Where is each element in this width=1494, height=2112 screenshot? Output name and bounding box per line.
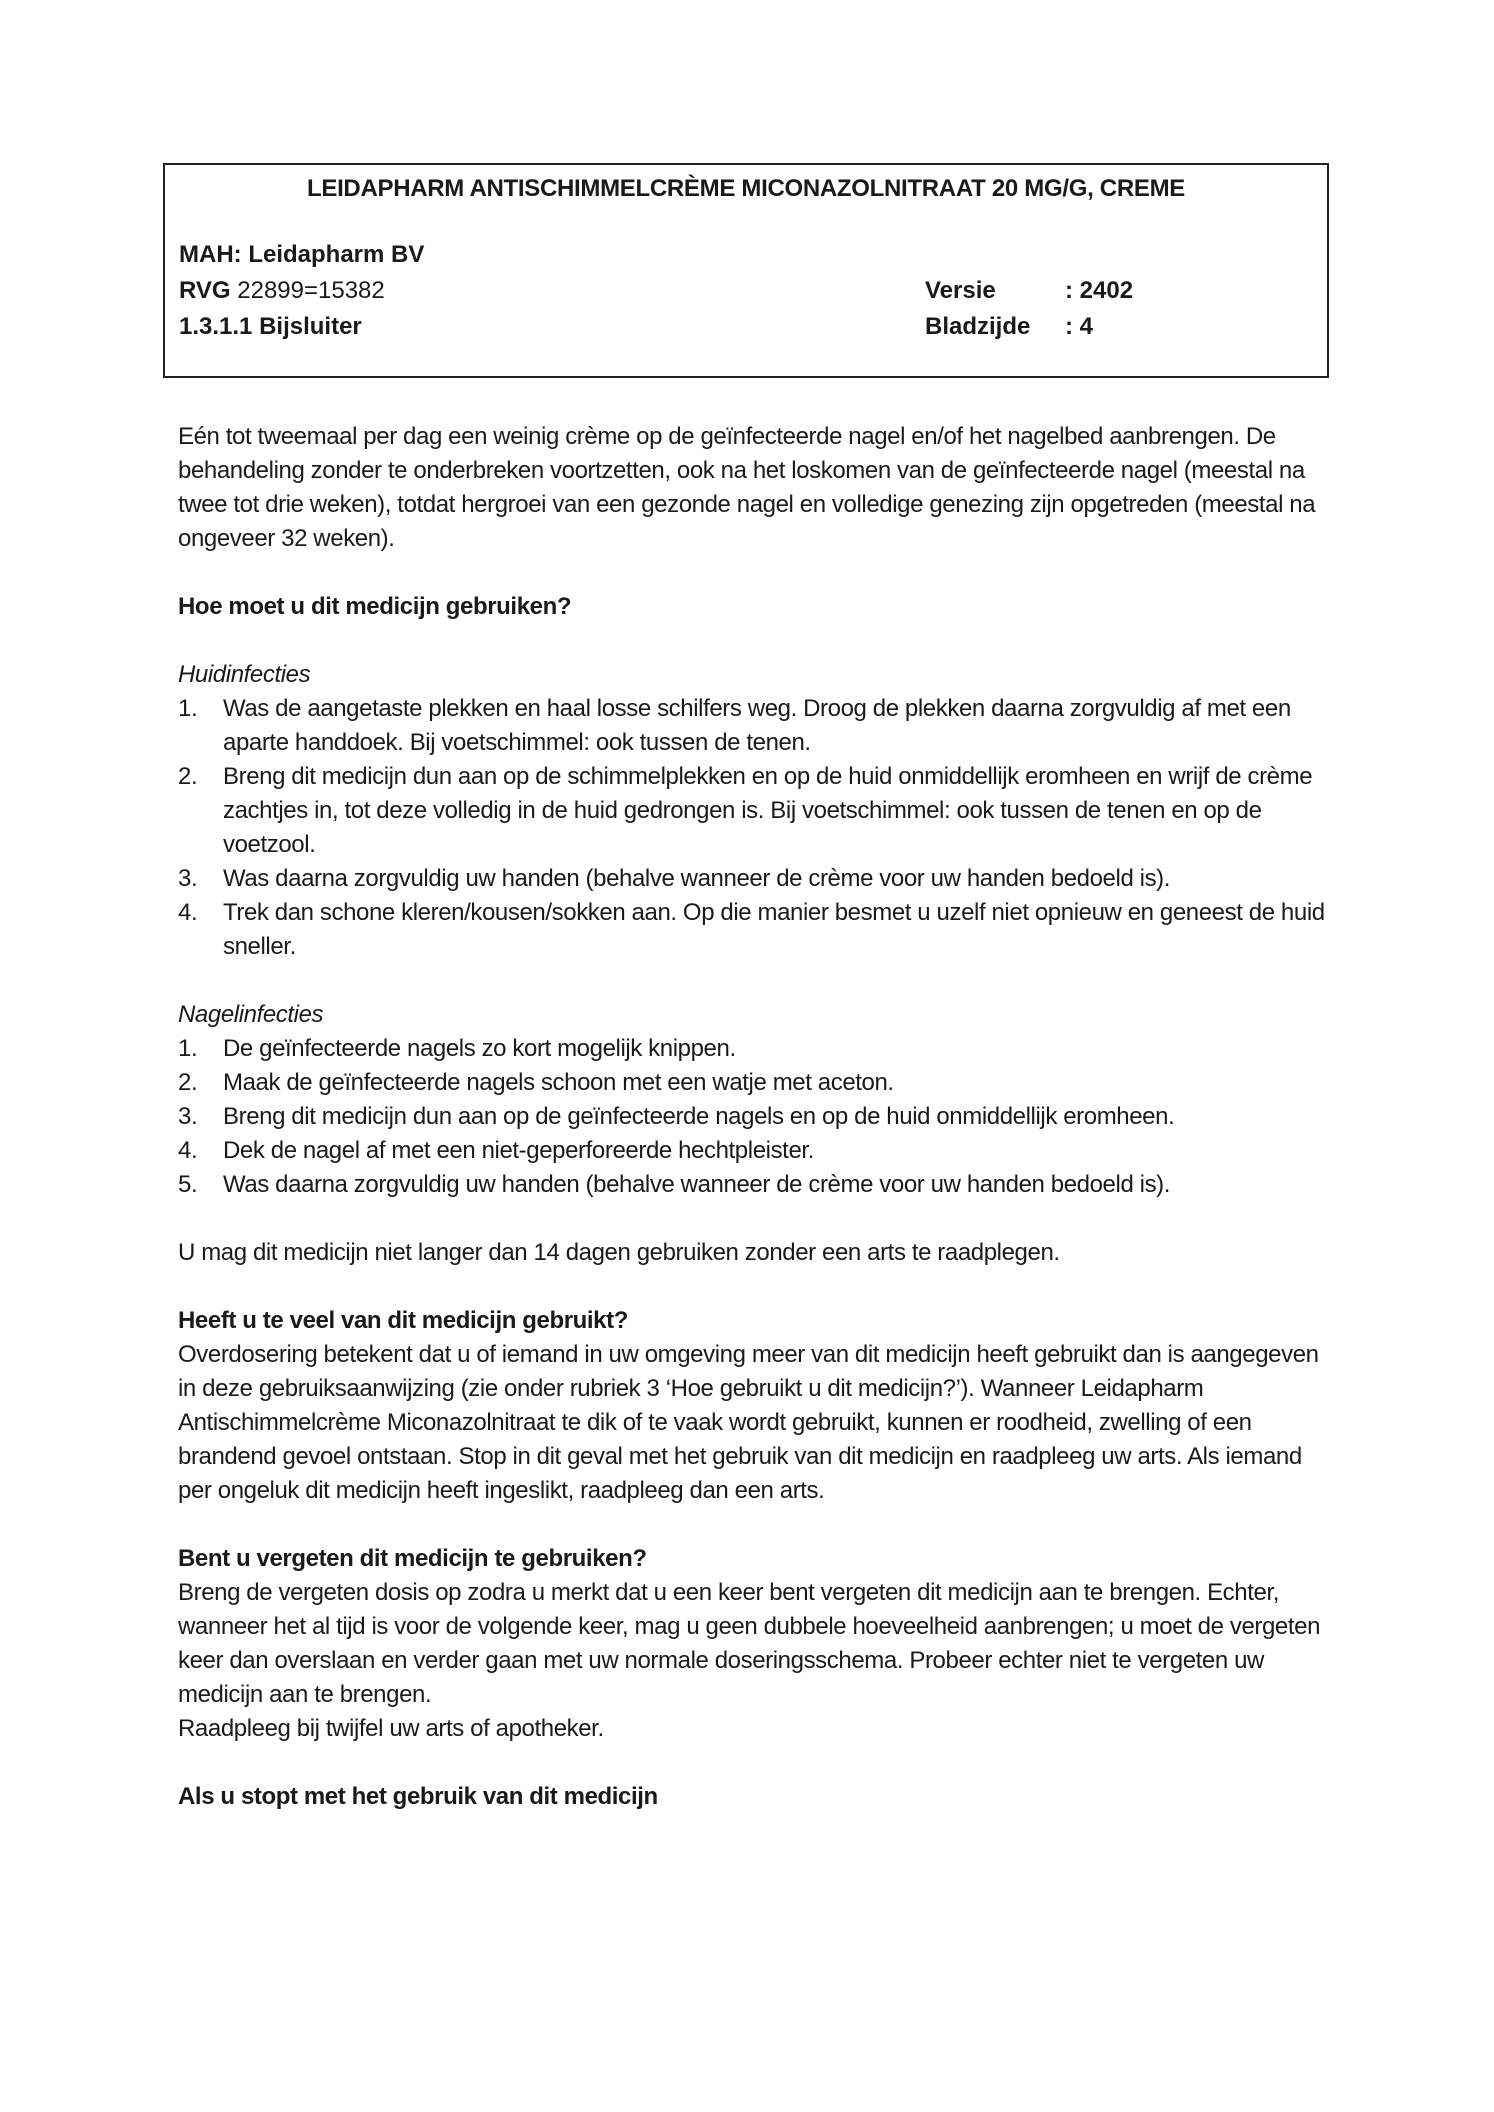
nail-steps-list	[178, 1032, 1328, 1202]
list-item: 2. Maak de geïnfecteerde nagels schoon met een watje met aceton.	[178, 1069, 894, 1096]
rvg-line	[179, 277, 385, 305]
overdose-heading: Heeft u te veel van dit medicijn gebruikt?	[178, 1307, 628, 1334]
usage-limit-note: U mag dit medicijn niet langer dan 14 dagen gebruiken zonder een arts te raadplegen.	[178, 1239, 1060, 1266]
forgotten-heading: Bent u vergeten dit medicijn te gebruiken?	[178, 1545, 647, 1572]
section-line: 1.3.1.1 Bijsluiter	[179, 313, 362, 340]
overdose-paragraph: Overdosering betekent dat u of iemand in uw omgeving meer van dit medicijn heeft gebruikt dan is aangegeven in deze gebruiksaanwijzing (zie onder rubriek 3 ‘Hoe gebruikt u dit medicijn?’). Wanneer Leidapharm Antischimmelcrème Miconazolnitraat te dik of te vaak wordt gebruikt, kunnen er roodheid, zwelling of een brandend gevoel ontstaan. Stop in dit geval met het gebruik van dit medicijn en raadpleeg uw arts. Als iemand per ongeluk dit medicijn heeft ingeslikt, raadpleeg dan een arts.	[178, 1341, 1319, 1504]
document-body	[178, 420, 1328, 1814]
rvg-number: 22899=15382	[237, 277, 385, 304]
list-item: 2. Breng dit medicijn dun aan op de schimmelplekken en op de huid onmiddellijk eromheen en wrijf de crème zachtjes in, tot deze volledig in de huid gedrongen is. Bij voetschimmel: ook tussen de tenen en op de voetzool.	[178, 763, 1313, 858]
list-item: 3. Was daarna zorgvuldig uw handen (behalve wanneer de crème voor uw handen bedoeld is).	[178, 865, 1171, 892]
skin-steps-list	[178, 692, 1328, 964]
nail-infections-title: Nagelinfecties	[178, 1001, 324, 1028]
list-item: 5. Was daarna zorgvuldig uw handen (behalve wanneer de crème voor uw handen bedoeld is).	[178, 1171, 1171, 1198]
product-title: LEIDAPHARM ANTISCHIMMELCRÈME MICONAZOLNITRAAT 20 MG/G, CREME	[307, 175, 1185, 202]
intro-paragraph: Eén tot tweemaal per dag een weinig crème op de geïnfecteerde nagel en/of het nagelbed aanbrengen. De behandeling zonder te onderbreken voortzetten, ook na het loskomen van de geïnfecteerde nagel (meestal na twee tot drie weken), totdat hergroei van een gezonde nagel en volledige genezing zijn opgetreden (meestal na ongeveer 32 weken).	[178, 423, 1316, 552]
mah-line: MAH: Leidapharm BV	[179, 241, 425, 268]
page-line	[925, 313, 1093, 341]
version-label: Versie	[925, 277, 996, 304]
stopping-heading: Als u stopt met het gebruik van dit medicijn	[178, 1783, 658, 1810]
list-item: 1. De geïnfecteerde nagels zo kort mogelijk knippen.	[178, 1035, 736, 1062]
list-item: 1. Was de aangetaste plekken en haal losse schilfers weg. Droog de plekken daarna zorgvuldig af met een aparte handdoek. Bij voetschimmel: ook tussen de tenen.	[178, 695, 1291, 756]
how-to-use-heading: Hoe moet u dit medicijn gebruiken?	[178, 593, 572, 620]
page-value: : 4	[1065, 313, 1094, 340]
document-header	[163, 163, 1329, 378]
list-item: 3. Breng dit medicijn dun aan op de geïnfecteerde nagels en op de huid onmiddellijk eromheen.	[178, 1103, 1175, 1130]
list-item: 4. Dek de nagel af met een niet-geperforeerde hechtpleister.	[178, 1137, 814, 1164]
version-value: : 2402	[1065, 277, 1134, 304]
forgotten-advice: Raadpleeg bij twijfel uw arts of apotheker.	[178, 1715, 604, 1742]
page-label: Bladzijde	[925, 313, 1031, 340]
forgotten-paragraph: Breng de vergeten dosis op zodra u merkt dat u een keer bent vergeten dit medicijn aan te brengen. Echter, wanneer het al tijd is voor de volgende keer, mag u geen dubbele hoeveelheid aanbrengen; u moet de vergeten keer dan overslaan en verder gaan met uw normale doseringsschema. Probeer echter niet te vergeten uw medicijn aan te brengen.	[178, 1579, 1321, 1708]
skin-infections-title: Huidinfecties	[178, 661, 311, 688]
list-item: 4. Trek dan schone kleren/kousen/sokken aan. Op die manier besmet u uzelf niet opnieuw en geneest de huid sneller.	[178, 899, 1325, 960]
version-line	[925, 277, 1133, 305]
rvg-label: RVG	[179, 277, 231, 304]
